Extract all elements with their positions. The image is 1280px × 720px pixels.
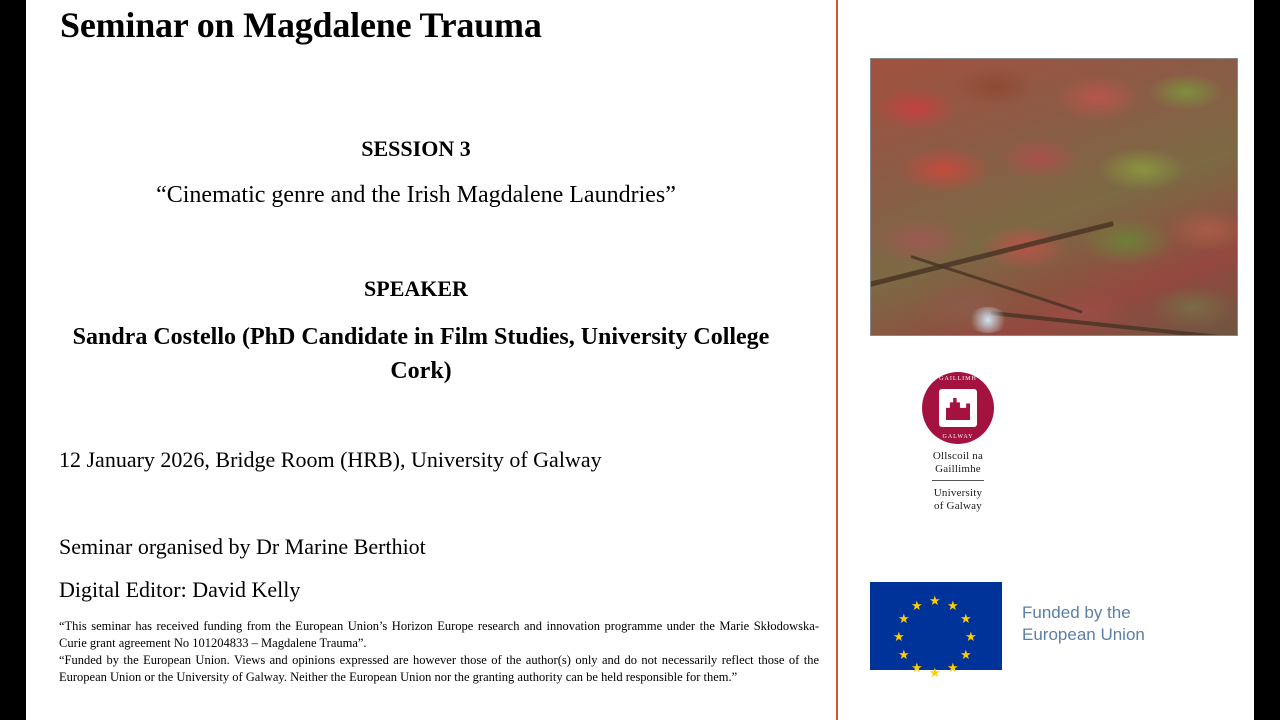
slide-content	[26, 0, 1254, 720]
eu-funding-logo	[870, 582, 1230, 680]
eu-star-icon: ★	[911, 660, 923, 675]
session-label: SESSION 3	[361, 136, 471, 161]
crest-ring-text	[922, 372, 994, 444]
university-name-english	[898, 487, 1018, 513]
university-name-line3: University	[933, 487, 983, 499]
page-title: Seminar on Magdalene Trauma	[60, 5, 542, 45]
eu-star-icon: ★	[929, 665, 941, 680]
eu-star-icon: ★	[911, 598, 923, 613]
organiser-credit: Seminar organised by Dr Marine Berthiot	[59, 534, 426, 559]
university-name-line4: of Galway	[934, 500, 982, 512]
funding-paragraph-2: “Funded by the European Union. Views and opinions expressed are however those of the author(s) only and do not necessarily reflect those of the European Union or the University of Galway. Neither the European Union nor the granting authority can be held responsible for them.”	[59, 653, 819, 684]
eu-star-icon: ★	[947, 598, 959, 613]
funding-disclaimer	[59, 618, 819, 686]
crest-ring-bottom: GALWAY	[942, 434, 974, 440]
funding-paragraph-1: “This seminar has received funding from the European Union’s Horizon Europe research and innovation programme under the Marie Skłodowska-Curie grant agreement No 101204833 – Magdalene Trauma”.	[59, 619, 819, 650]
session-title: “Cinematic genre and the Irish Magdalene Laundries”	[156, 182, 676, 208]
digital-editor-credit: Digital Editor: David Kelly	[59, 577, 301, 602]
eu-funding-line2: European Union	[1022, 625, 1145, 644]
sky-gap	[967, 307, 1009, 333]
autumn-leaves-photo	[870, 58, 1238, 336]
eu-star-icon: ★	[893, 629, 905, 644]
eu-star-icon: ★	[965, 629, 977, 644]
letterbox-left	[0, 0, 26, 720]
leaves-texture	[871, 59, 1237, 335]
eu-funding-text	[1022, 602, 1222, 646]
vertical-divider	[836, 0, 838, 720]
speaker-name: Sandra Costello (PhD Candidate in Film Studies, University College Cork)	[72, 324, 770, 384]
venue-details: 12 January 2026, Bridge Room (HRB), University of Galway	[59, 447, 602, 472]
logo-divider	[932, 480, 984, 481]
eu-star-icon: ★	[960, 611, 972, 626]
university-name-line2: Gaillimhe	[935, 463, 981, 475]
eu-star-icon: ★	[898, 611, 910, 626]
eu-funding-line1: Funded by the	[1022, 603, 1131, 622]
speaker-label: SPEAKER	[364, 276, 468, 301]
eu-star-icon: ★	[929, 593, 941, 608]
university-of-galway-logo	[898, 372, 1018, 513]
university-name-line1: Ollscoil na	[932, 450, 984, 462]
eu-flag-icon	[870, 582, 1002, 680]
eu-star-icon: ★	[947, 660, 959, 675]
eu-star-icon: ★	[898, 647, 910, 662]
university-name-irish	[898, 450, 1018, 476]
eu-star-icon: ★	[960, 647, 972, 662]
letterbox-right	[1254, 0, 1280, 720]
crest-icon	[922, 372, 994, 444]
crest-ring-top: GAILLIMH	[939, 376, 977, 382]
